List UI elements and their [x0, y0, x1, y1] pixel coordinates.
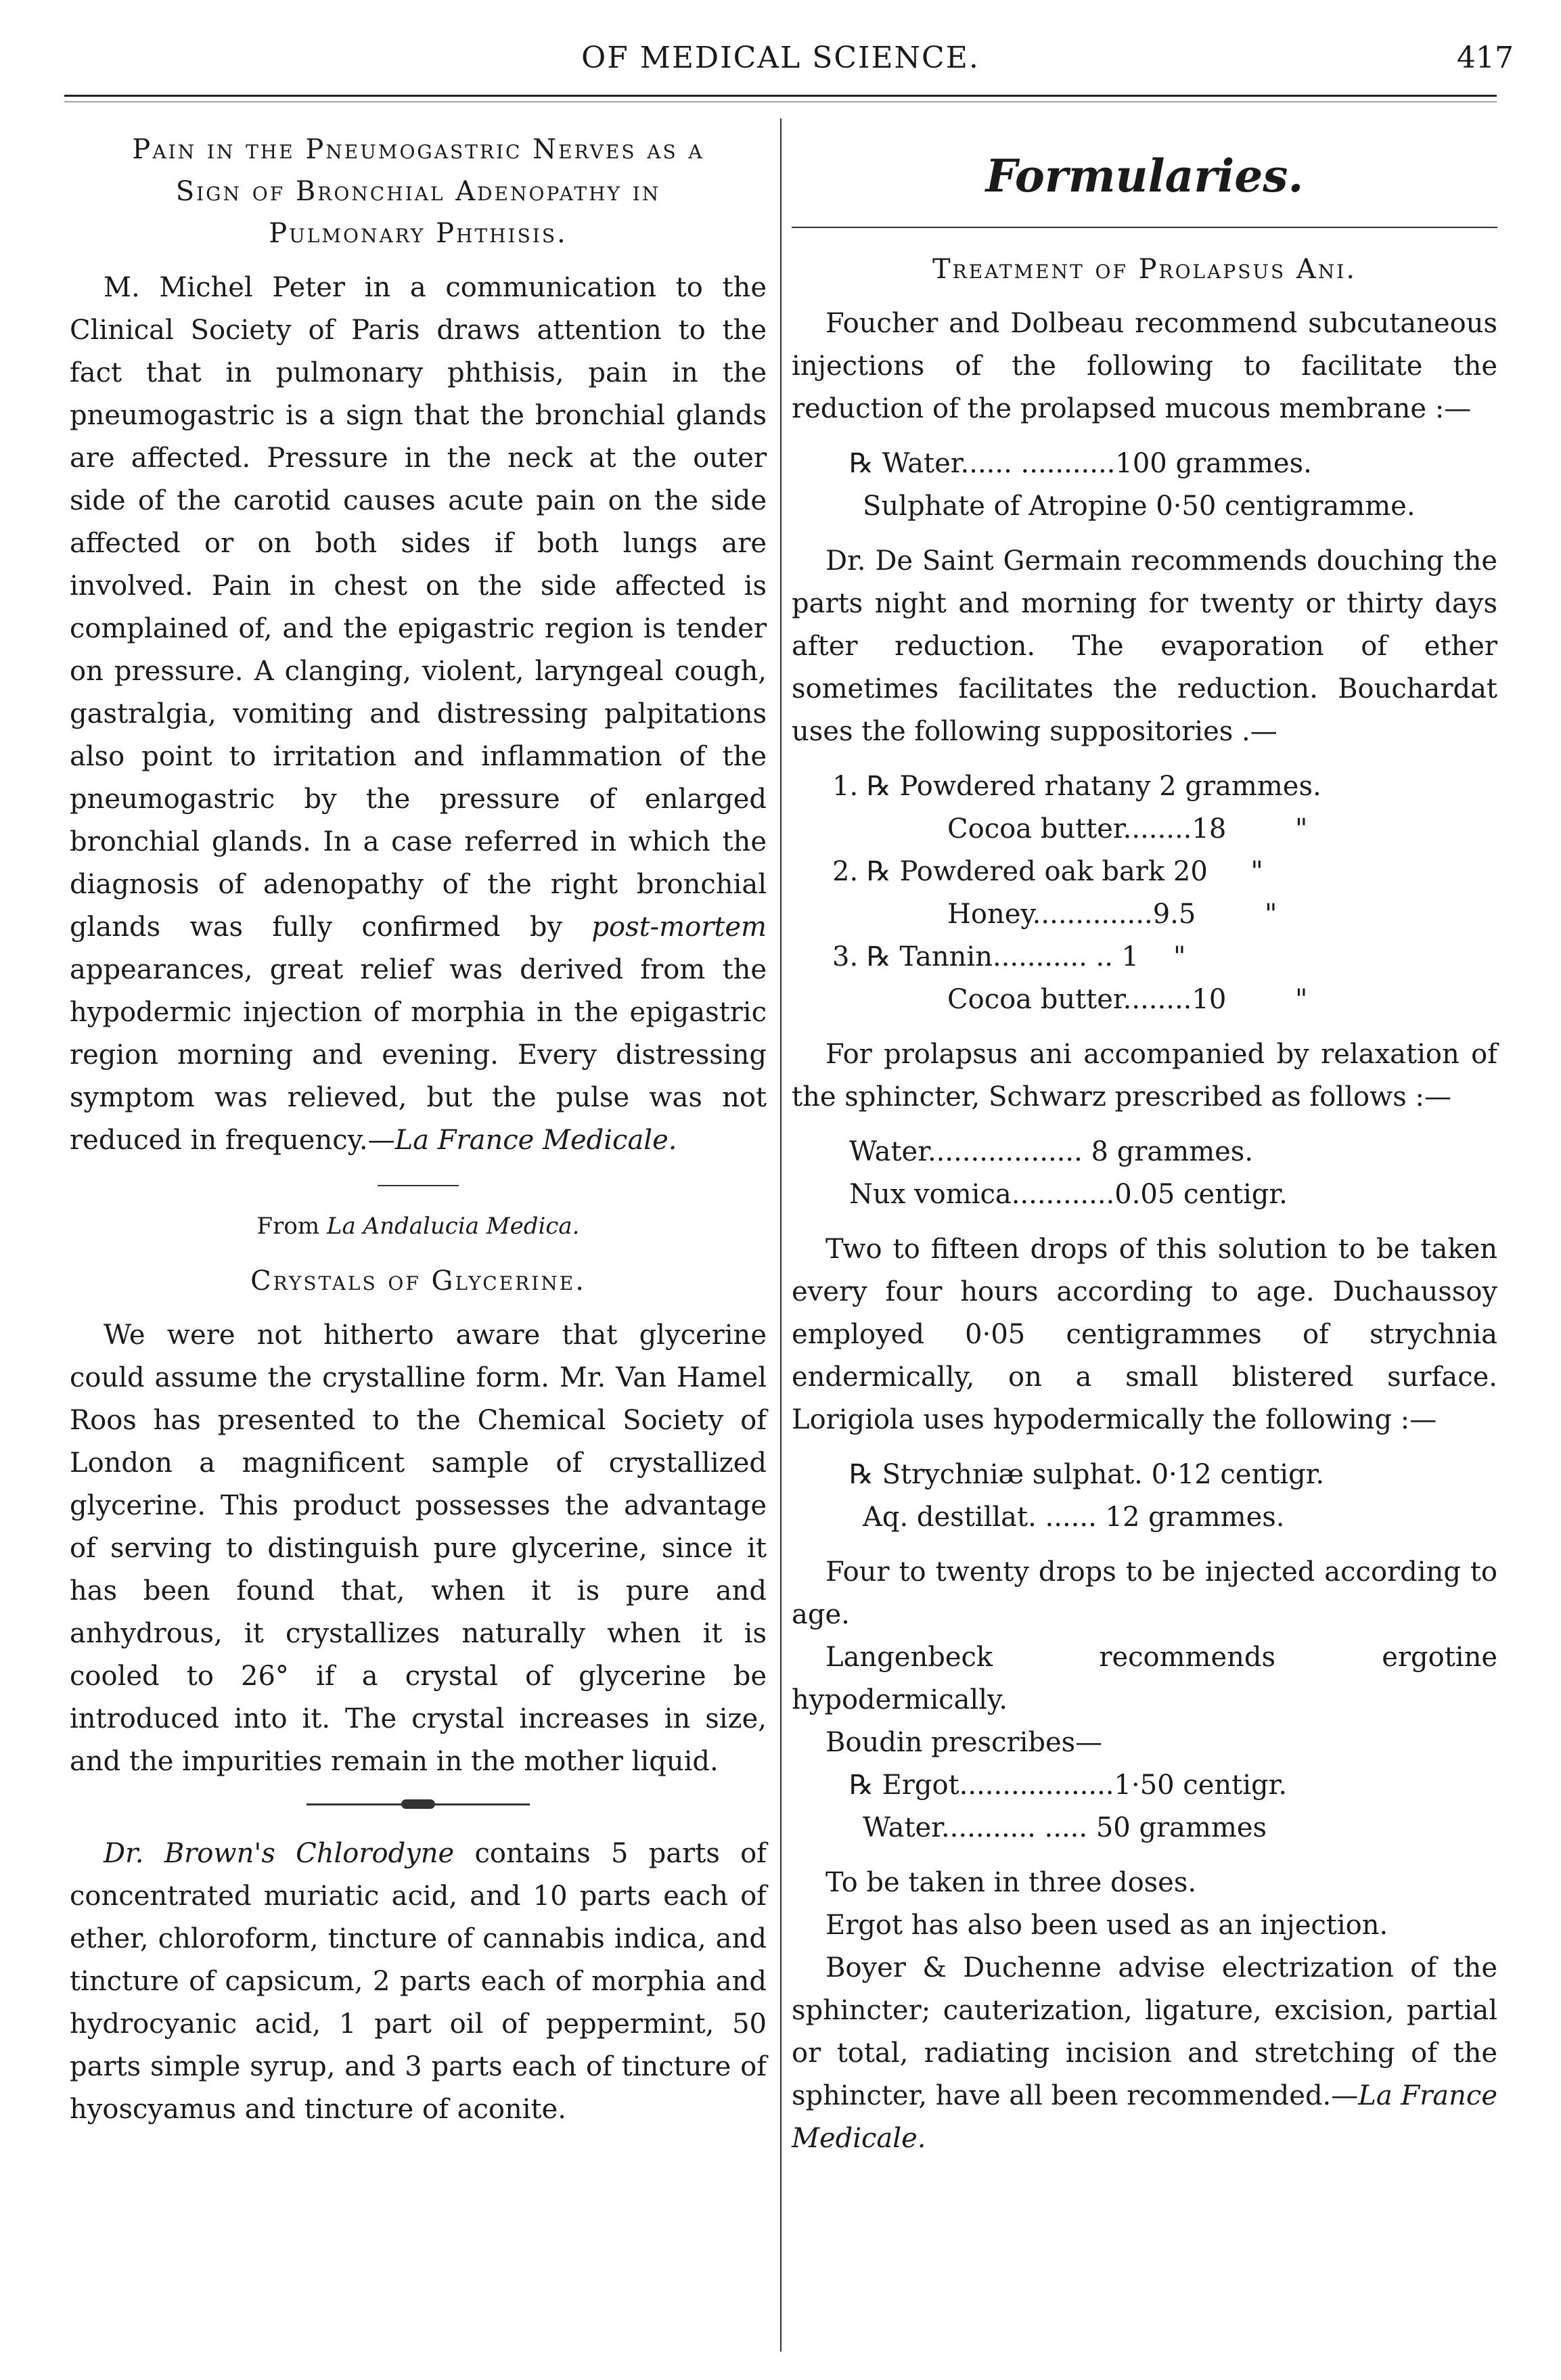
- recipe-line: Cocoa butter........18 ": [947, 813, 1308, 845]
- column-divider: [780, 118, 782, 2352]
- ornamental-rule: [307, 1803, 530, 1805]
- recipe-line: Water.................. 8 grammes.: [849, 1136, 1254, 1167]
- recipe-line: Aq. destillat. ...... 12 grammes.: [863, 1502, 1285, 1533]
- body-text: appearances, great relief was derived from the hypodermic injection of morphia in the epigastric region morning and evening. Every distressing symptom was relieved, but the pulse was not reduced in frequency.—: [70, 954, 767, 1156]
- recipe-line: Water........... ..... 50 grammes: [863, 1812, 1267, 1843]
- recipe-line: Honey..............9.5 ": [947, 899, 1277, 930]
- recipe-nux-vomica: [792, 1131, 1497, 1216]
- subtitle-prolapsus-ani: Treatment of Prolapsus Ani.: [932, 254, 1357, 285]
- article-title-pain-pneumogastric: [70, 129, 767, 254]
- section-title-rule: [792, 227, 1497, 228]
- article-body-pain-pneumogastric: [70, 267, 767, 1162]
- header-rule: [64, 95, 1497, 97]
- article-provenance: [70, 1205, 767, 1248]
- recipe-line: ℞ Strychniæ sulphat. 0·12 centigr.: [849, 1459, 1325, 1490]
- paragraph: Four to twenty drops to be injected according to age.: [792, 1556, 1497, 1630]
- paragraph: Two to fifteen drops of this solution to be taken every four hours according to age. Duchaussoy employed 0·05 centigrammes of strychnia endermically, on a small blistered surface. Lorigiola uses hypodermically the following :—: [792, 1234, 1497, 1435]
- recipe-atropine: [792, 443, 1497, 528]
- chlorodyne-lead: Dr. Brown's Chlorodyne: [104, 1838, 455, 1869]
- recipe-strychnia: [792, 1454, 1497, 1539]
- title-line: Sign of Bronchial Adenopathy in: [175, 176, 661, 207]
- paragraph: Boudin prescribes—: [825, 1727, 1103, 1758]
- body-italic: post-mortem: [591, 912, 767, 943]
- body-text: contains 5 parts of concentrated muriatic acid, and 10 parts each of ether, chloroform, tincture of cannabis indica, and tincture of capsicum, 2 parts each of morphia and hydrocyanic acid, 1 part oil of peppermint, 50 parts simple syrup, and 3 parts each of tincture of hyoscyamus and tincture of aconite.: [70, 1838, 767, 2125]
- left-column: [70, 129, 767, 2131]
- recipe-line: 2. ℞ Powdered oak bark 20 ": [832, 856, 1263, 887]
- recipe-line: Cocoa butter........10 ": [947, 984, 1308, 1015]
- article-title-crystals: Crystals of Glycerine.: [250, 1265, 586, 1297]
- right-column: [792, 129, 1497, 2160]
- recipe-line: 3. ℞ Tannin........... .. 1 ": [832, 941, 1186, 972]
- paragraph: Foucher and Dolbeau recommend subcutaneous injections of the following to facilitate the reduction of the prolapsed mucous membrane :—: [792, 308, 1497, 424]
- recipe-suppositories: [792, 765, 1497, 1021]
- paragraph: Ergot has also been used as an injection.: [825, 1910, 1388, 1941]
- recipe-line: Sulphate of Atropine 0·50 centigramme.: [863, 491, 1416, 522]
- paragraph: [792, 1947, 1497, 2160]
- article-source: La France Medicale.: [792, 2080, 1497, 2154]
- body-text: Boyer & Duchenne advise electrization of the sphincter; cauterization, ligature, excision, partial or total, radiating incision and stretching of the sphincter, have all been recommended.—: [792, 1952, 1497, 2111]
- provenance-source: La Andalucia Medica.: [326, 1213, 580, 1240]
- recipe-line: Nux vomica............0.05 centigr.: [849, 1179, 1288, 1210]
- article-source: La France Medicale.: [394, 1125, 677, 1156]
- recipe-line: 1. ℞ Powdered rhatany 2 grammes.: [832, 771, 1321, 802]
- article-body-chlorodyne: [70, 1833, 767, 2131]
- paragraph: For prolapsus ani accompanied by relaxation of the sphincter, Schwarz prescribed as follows :—: [792, 1039, 1497, 1113]
- paragraph: To be taken in three doses.: [825, 1867, 1197, 1898]
- header-title: OF MEDICAL SCIENCE.: [581, 41, 980, 75]
- page-number: 417: [1457, 41, 1514, 75]
- body-text: M. Michel Peter in a communication to the Clinical Society of Paris draws attention to the fact that in pulmonary phthisis, pain in the pneumogastric is a sign that the bronchial glands are affected. Pressure in the neck at the outer side of the carotid causes acute pain on the side affected or on both sides if both lungs are involved. Pain in chest on the side affected is complained of, and the epigastric region is tender on pressure. A clanging, violent, laryngeal cough, gastralgia, vomiting and distressing palpitations also point to irritation and inflammation of the pneumogastric by the pressure of enlarged bronchial glands. In a case referred in which the diagnosis of adenopathy of the right bronchial glands was fully confirmed by: [70, 272, 767, 943]
- recipe-line: ℞ Ergot..................1·50 centigr.: [849, 1770, 1288, 1801]
- paragraph: Dr. De Saint Germain recommends douching the parts night and morning for twenty or thirty days after reduction. The evaporation of ether sometimes facilitates the reduction. Bouchardat uses the following suppositories .—: [792, 545, 1497, 747]
- title-line: Pulmonary Phthisis.: [269, 218, 568, 249]
- section-title-formularies: Formularies.: [985, 150, 1304, 202]
- section-rule: [378, 1185, 459, 1186]
- provenance-prefix: From: [256, 1213, 327, 1240]
- recipe-line: ℞ Water...... ...........100 grammes.: [849, 448, 1312, 479]
- title-line: Pain in the Pneumogastric Nerves as a: [132, 134, 704, 165]
- paragraph: Langenbeck recommends ergotine hypodermically.: [792, 1642, 1497, 1715]
- recipe-ergot: [792, 1764, 1497, 1849]
- article-body-crystals: We were not hitherto aware that glycerine could assume the crystalline form. Mr. Van Hamel Roos has presented to the Chemical Society of London a magnificent sample of crystallized glycerine. This product possesses the advantage of serving to distinguish pure glycerine, since it has been found that, when it is pure and anhydrous, it crystallizes naturally when it is cooled to 26° if a crystal of glycerine be introduced into it. The crystal increases in size, and the impurities remain in the mother liquid.: [70, 1320, 767, 1777]
